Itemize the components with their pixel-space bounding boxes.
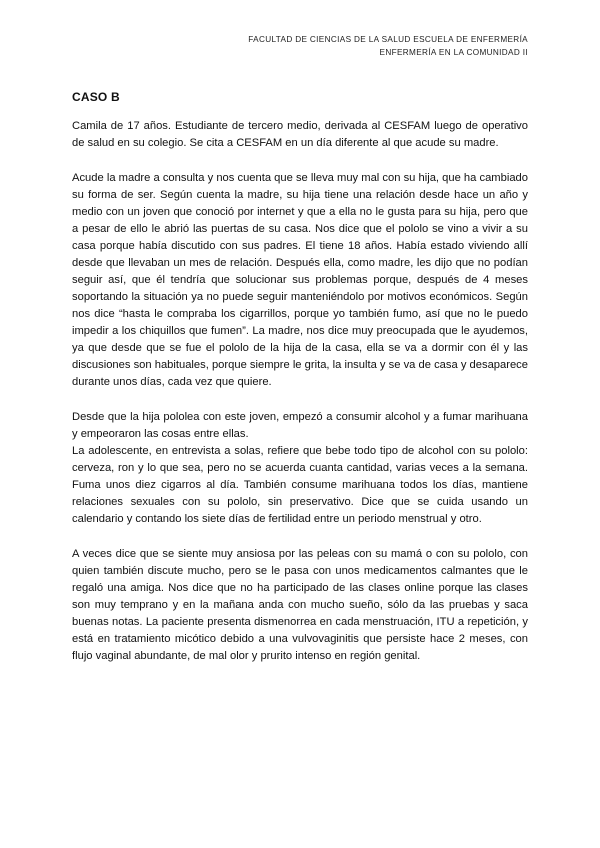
paragraph-substance-start: Desde que la hija pololea con este joven, empezó a consumir alcohol y a fumar marihuana y empeoraron las cosas entre ellas. xyxy=(72,411,528,440)
paragraph-adolescent-interview: La adolescente, en entrevista a solas, refiere que bebe todo tipo de alcohol con su pololo: cerveza, ron y lo que sea, pero no se acuerda cuanta cantidad, varias veces a la semana. Fuma unos diez cigarros al día. También consume marihuana todos los días, mantiene relaciones sexuales con su pololo, sin preservativo. Dice que se cuida usando un calendario y contando los siete días de fertilidad entre un periodo menstrual y otro. xyxy=(72,445,528,525)
paragraph-intro: Camila de 17 años. Estudiante de tercero medio, derivada al CESFAM luego de operativo de salud en su colegio. Se cita a CESFAM en un día diferente al que acude su madre. xyxy=(72,120,528,149)
page-header xyxy=(248,33,528,59)
paragraph-mother-account: Acude la madre a consulta y nos cuenta que se lleva muy mal con su hija, que ha cambiado su forma de ser. Según cuenta la madre, su hija tiene una relación desde hace un año y medio con un joven que conoció por internet y que a ella no le gusta para su hija, pero que a pesar de ello le abrió las puertas de su casa. Nos dice que el pololo se vino a vivir a su casa porque había discutido con sus padres. El tiene 18 años. Había estado viviendo allí desde que llevaban un mes de relación. Después ella, como madre, les dijo que no podían seguir así, que él tendría que solucionar sus problemas porque, después de 4 meses soportando la situación ya no puede seguir manteniéndolo por motivos económicos. Según nos dice “hasta le compraba los cigarrillos, porque yo también fumo, así que no le puedo impedir a los chiquillos que fumen”. La madre, nos dice muy preocupada que le ayudemos, ya que desde que se fue el pololo de la hija de la casa, ella se va a dormir con él y las discusiones son habituales, porque siempre le grita, la insulta y se va de casa y desaparece durante unos días, cada vez que quiere. xyxy=(72,172,528,388)
paragraph-anxiety-health: A veces dice que se siente muy ansiosa por las peleas con su mamá o con su pololo, con quien también discute mucho, pero se le pasa con unos medicamentos calmantes que le regaló una amiga. Nos dice que no ha participado de las clases online porque las clases son muy temprano y en la mañana anda con mucho sueño, sólo da las pruebas y saca buenas notas. La paciente presenta dismenorrea en cada menstruación, ITU a repetición, y está en tratamiento micótico debido a una vulvovaginitis que persiste hace 2 meses, con flujo vaginal abundante, de mal olor y prurito intenso en región genital. xyxy=(72,548,528,662)
case-body xyxy=(72,118,528,683)
case-title: CASO B xyxy=(72,90,120,104)
header-faculty-line: FACULTAD DE CIENCIAS DE LA SALUD ESCUELA DE ENFERMERÍA xyxy=(248,35,528,44)
header-course-line: ENFERMERÍA EN LA COMUNIDAD II xyxy=(379,48,528,57)
